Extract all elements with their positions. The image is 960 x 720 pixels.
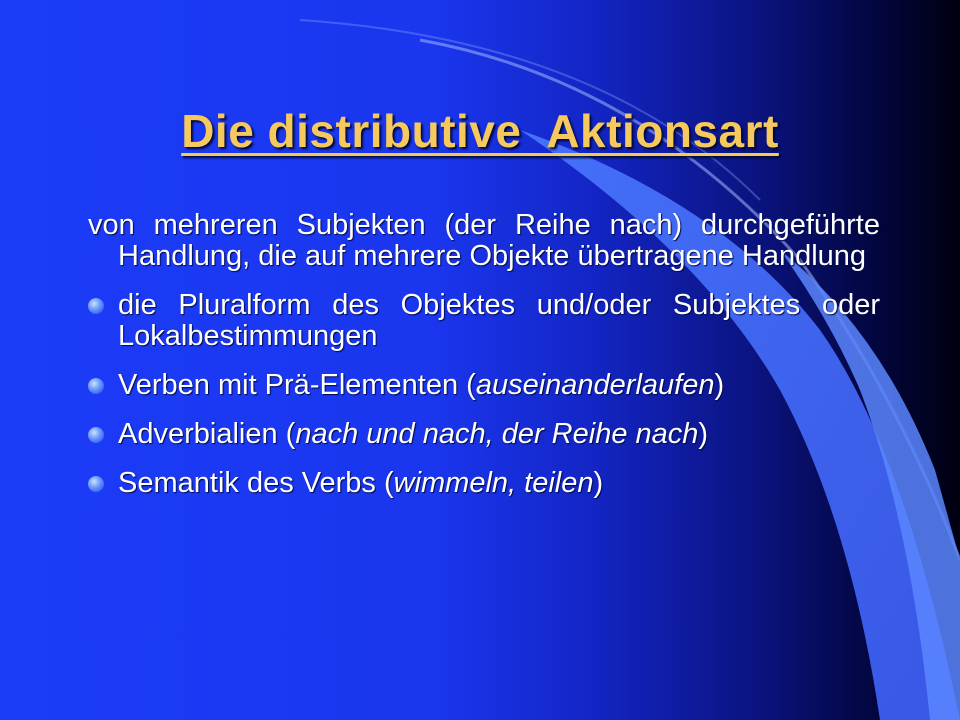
bullet-text: Semantik des Verbs (wimmeln, teilen)	[118, 467, 604, 499]
bullet-text: die Pluralform des Objektes und/oder Subjektes oder Lokalbestimmungen	[118, 289, 880, 352]
bullet-item-adverbialien	[88, 419, 880, 450]
bullet-text: Adverbialien (nach und nach, der Reihe nach)	[118, 418, 709, 450]
bullet-item-pluralform	[88, 290, 880, 352]
sphere-bullet-icon	[88, 378, 104, 394]
bullet-text: Verben mit Prä-Elementen (auseinanderlaufen)	[118, 369, 725, 401]
sphere-bullet-icon	[88, 298, 104, 314]
intro-paragraph: von mehreren Subjekten (der Reihe nach) durchgeführte Handlung, die auf mehrere Objekte übertragene Handlung	[88, 209, 880, 272]
bullet-item-verben	[88, 370, 880, 401]
bullet-item-semantik	[88, 468, 880, 499]
sphere-bullet-icon	[88, 476, 104, 492]
slide-title: Die distributive Aktionsart	[181, 105, 779, 157]
slide-body	[88, 210, 880, 517]
sphere-bullet-icon	[88, 427, 104, 443]
